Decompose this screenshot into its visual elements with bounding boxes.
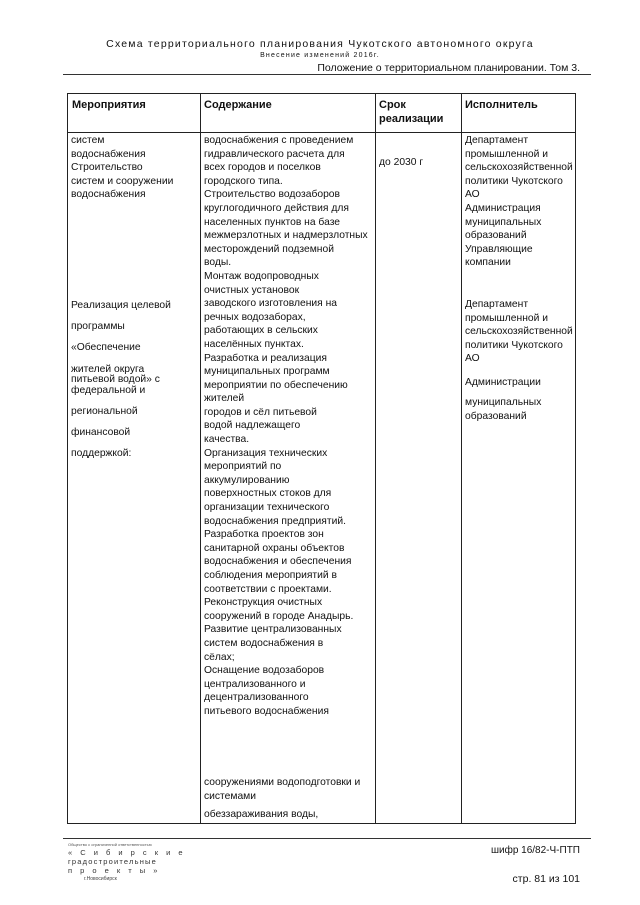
- header-executor: Исполнитель: [465, 99, 538, 111]
- document-title: Схема территориального планирования Чукотского автономного округа: [106, 38, 534, 50]
- header-row-divider: [68, 132, 575, 133]
- content-cell-continued: сооружениями водоподготовки и системами: [204, 777, 361, 802]
- company-city: г.Новосибирск: [84, 876, 117, 882]
- column-divider: [461, 94, 462, 823]
- content-cell: водоснабжения с проведением гидравлического расчета для всех городов и поселков городского типа. Строительство водозаборов круглогодичного действия для населенных пунктов на базе межмерзлотных и надмерзлотных месторождений подземной воды. Монтаж водопроводных очистных установок заводского изготовления на речных водозаборах, работающих в сельских населённых пунктах. Разработка и реализация муниципальных программ мероприятии по обеспечению жителей городов и сёл питьевой водой надлежащего качества. Организация технических мероприятий по аккумулированию поверхностных стоков для организации технического водоснабжения предприятий. Разработка проектов зон санитарной охраны объектов водоснабжения и обеспечения соблюдения мероприятий в соответствии с проектами. Реконструкция очистных сооружений в городе Анадырь. Развитие централизованных систем водоснабжения в сёлах; Оснащение водозаборов централизованного и децентрализованного питьевого водоснабжения: [204, 135, 368, 717]
- page-number: стр. 81 из 101: [512, 873, 580, 885]
- column-divider: [200, 94, 201, 823]
- footer-divider: [63, 838, 591, 839]
- measures-cell-1: систем водоснабжения Строительство систем и сооружении водоснабжения: [71, 135, 174, 201]
- company-legal-form: Общество с ограниченной ответственностью: [68, 842, 152, 847]
- measures-table: [67, 93, 576, 824]
- document-section: Положение о территориальном планировании. Том 3.: [317, 62, 580, 74]
- document-cipher: шифр 16/82-Ч-ПТП: [490, 845, 580, 856]
- header-deadline: Срок реализации: [379, 99, 444, 125]
- executor-cell-2: Департамент промышленной и сельскохозяйственной политики Чукотского АО: [465, 299, 573, 365]
- executor-cell-1: Департамент промышленной и сельскохозяйственной политики Чукотского АО Администрация муниципальных образований Управляющие компании: [465, 135, 573, 269]
- content-cell-continued-2: обеззараживания воды,: [204, 809, 319, 820]
- header-divider: [63, 74, 591, 75]
- document-subtitle: Внесение изменений 2016г.: [260, 52, 380, 59]
- header-measures: Мероприятия: [72, 99, 146, 111]
- executor-cell-3: Администрации: [465, 377, 541, 388]
- executor-cell-4: муниципальных образований: [465, 397, 542, 422]
- company-logo-line-3: п р о е к т ы »: [68, 866, 161, 875]
- measures-cell-2: Реализация целевой программы «Обеспечение жителей округа питьевой водой» с федеральной и региональной финансовой поддержкой:: [71, 300, 171, 460]
- header-content: Содержание: [204, 99, 272, 111]
- deadline-cell: до 2030 г: [379, 157, 424, 168]
- company-logo-line-1: « С и б и р с к и е: [68, 848, 186, 857]
- company-logo-line-2: градостроительные: [68, 857, 158, 866]
